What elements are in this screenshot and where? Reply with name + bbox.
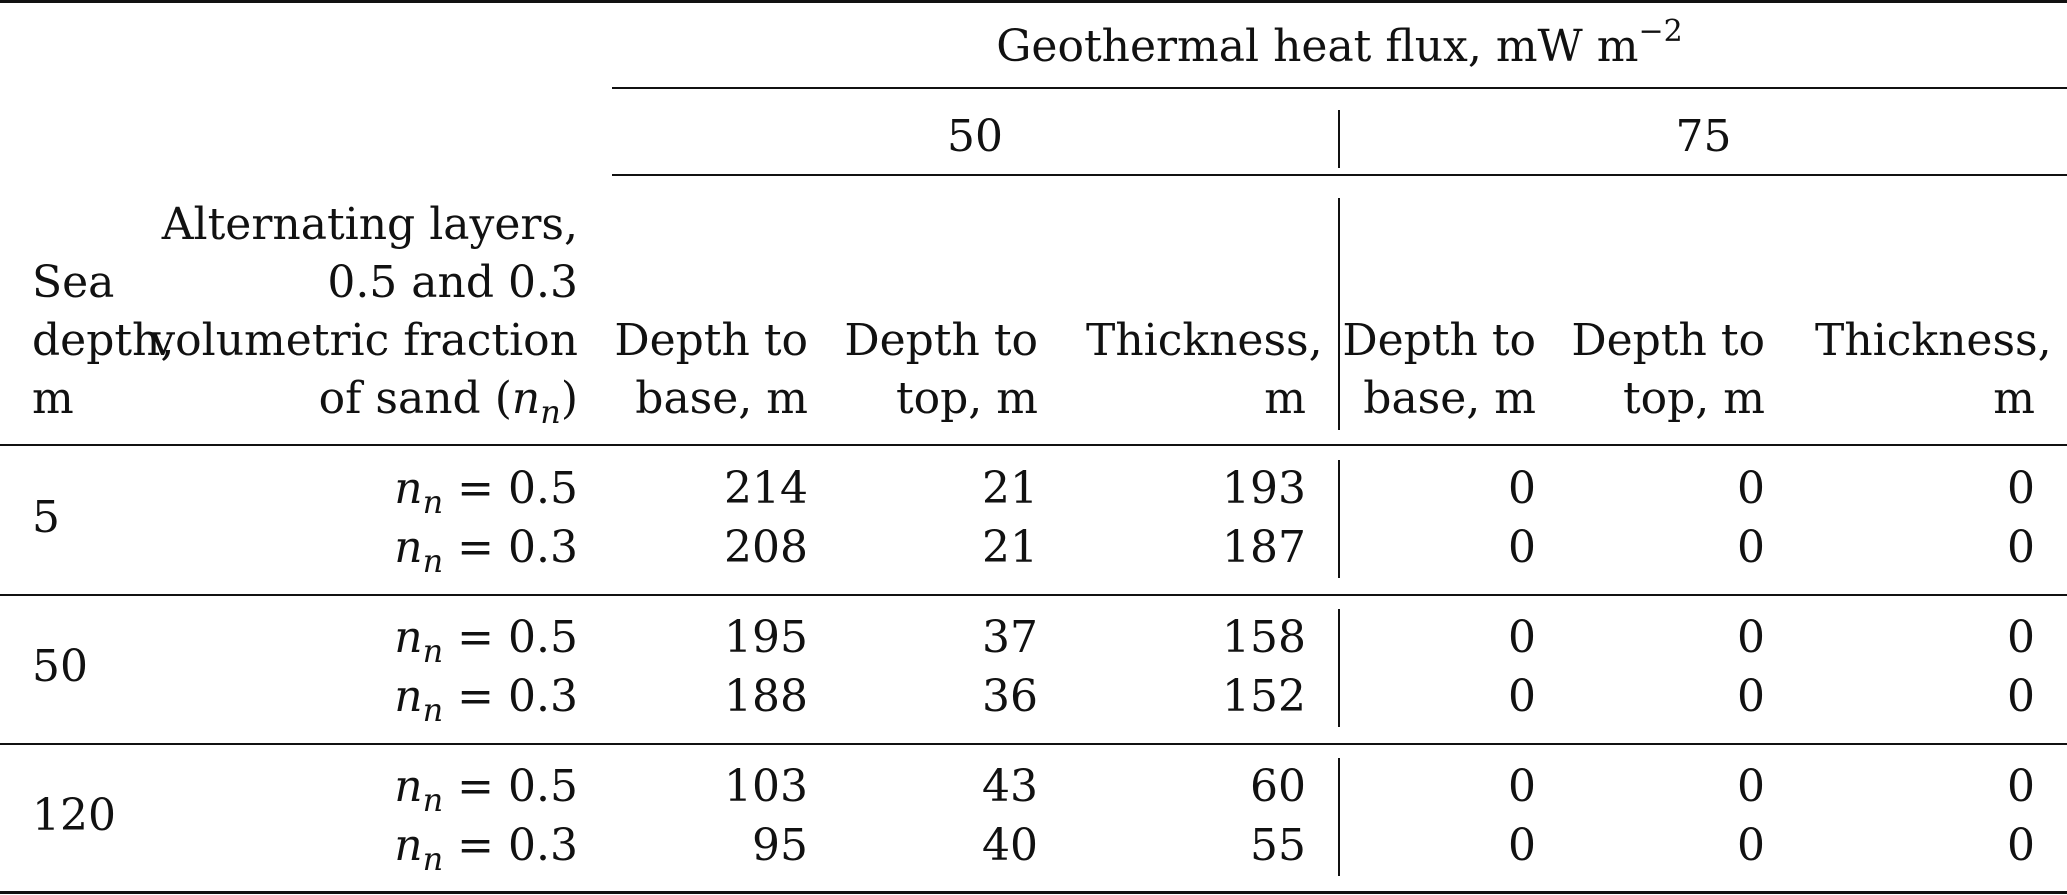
symbol-n: n <box>511 373 541 424</box>
table-cell: 103 <box>724 761 808 812</box>
table-cell: 0 <box>2007 522 2035 573</box>
header-bottom-rule <box>0 444 2067 446</box>
table-cell: 40 <box>982 820 1038 871</box>
header-line: 0.5 and 0.3 <box>327 257 578 308</box>
sub-column-header-line: Thickness, <box>1815 315 2052 366</box>
table-cell: 37 <box>982 612 1038 663</box>
group-title-rule <box>612 87 2067 89</box>
header-text: of sand ( <box>318 373 512 424</box>
group-title-exponent: −2 <box>1638 14 1683 49</box>
sea-depth-cell: 120 <box>32 790 116 841</box>
layer-fraction-cell <box>250 519 578 580</box>
symbol-n: n <box>394 522 423 573</box>
table-cell: 0 <box>1737 761 1765 812</box>
header-line: Sea <box>32 257 115 308</box>
sub-column-header-line: base, m <box>635 373 808 424</box>
table-cell: 0 <box>1508 463 1536 514</box>
table-cell: 21 <box>982 463 1038 514</box>
sub-column-header-line: m <box>1264 373 1306 424</box>
sub-column-header-line: Depth to <box>844 315 1038 366</box>
header-line: Alternating layers, <box>161 199 578 250</box>
symbol-n: n <box>394 761 423 812</box>
table-cell: 60 <box>1250 761 1306 812</box>
header-text: ) <box>560 373 578 424</box>
table-cell: 0 <box>2007 820 2035 871</box>
symbol-subscript: n <box>540 393 561 431</box>
table-cell: 0 <box>1508 761 1536 812</box>
symbol-subscript: n <box>422 691 444 729</box>
table-cell: 195 <box>724 612 808 663</box>
symbol-subscript: n <box>422 632 444 670</box>
layer-fraction-cell <box>250 668 578 729</box>
table-cell: 0 <box>2007 612 2035 663</box>
sub-column-header-line: Thickness, <box>1086 315 1323 366</box>
table-cell: 0 <box>2007 671 2035 722</box>
sub-column-header-line: m <box>1993 373 2035 424</box>
symbol-subscript: n <box>422 542 444 580</box>
table-cell: 152 <box>1222 671 1306 722</box>
layer-fraction-cell <box>250 460 578 521</box>
symbol-n: n <box>394 671 423 722</box>
table-cell: 214 <box>724 463 808 514</box>
header-line: depth, <box>32 315 175 366</box>
table-cell: 0 <box>1508 522 1536 573</box>
table-cell: 0 <box>1737 671 1765 722</box>
sub-column-header-line: top, m <box>895 373 1038 424</box>
fraction-equation: = 0.5 <box>443 612 578 663</box>
symbol-n: n <box>394 820 423 871</box>
layer-fraction-cell <box>250 758 578 819</box>
table-cell: 0 <box>1737 522 1765 573</box>
symbol-subscript: n <box>422 781 444 819</box>
header-line: m <box>32 373 74 424</box>
table-cell: 0 <box>1737 820 1765 871</box>
group-title-text: Geothermal heat flux, mW m <box>996 21 1639 72</box>
table-cell: 187 <box>1222 522 1306 573</box>
fraction-equation: = 0.3 <box>443 820 578 871</box>
table-cell: 55 <box>1250 820 1306 871</box>
symbol-n: n <box>394 463 423 514</box>
symbol-subscript: n <box>422 483 444 521</box>
table-cell: 36 <box>982 671 1038 722</box>
table-cell: 95 <box>752 820 808 871</box>
sub-column-header-line: base, m <box>1363 373 1536 424</box>
table-cell: 0 <box>1508 612 1536 663</box>
group-title <box>612 14 2067 81</box>
table-cell: 193 <box>1222 463 1306 514</box>
table-cell: 208 <box>724 522 808 573</box>
flux-values-rule <box>612 174 2067 176</box>
symbol-n: n <box>394 612 423 663</box>
top-rule <box>0 0 2067 3</box>
symbol-subscript: n <box>422 840 444 878</box>
fraction-equation: = 0.5 <box>443 761 578 812</box>
table-cell: 43 <box>982 761 1038 812</box>
table-cell: 0 <box>1508 820 1536 871</box>
group-divider-1 <box>0 594 2067 596</box>
table-cell: 158 <box>1222 612 1306 663</box>
sub-column-header-line: Depth to <box>614 315 808 366</box>
sub-column-header-line: Depth to <box>1571 315 1765 366</box>
header-line: volumetric fraction <box>150 315 578 366</box>
sub-column-header-line: Depth to <box>1342 315 1536 366</box>
header-line <box>150 370 578 431</box>
table-cell: 0 <box>2007 761 2035 812</box>
table-cell: 0 <box>1508 671 1536 722</box>
group-divider-2 <box>0 743 2067 745</box>
table-cell: 0 <box>1737 463 1765 514</box>
sea-depth-cell: 5 <box>32 492 60 543</box>
sea-depth-cell: 50 <box>32 641 88 692</box>
flux-value-75: 75 <box>1675 111 1732 162</box>
layer-fraction-cell <box>250 609 578 670</box>
fraction-equation: = 0.3 <box>443 522 578 573</box>
table-cell: 21 <box>982 522 1038 573</box>
table-cell: 0 <box>1737 612 1765 663</box>
layer-fraction-cell <box>250 817 578 878</box>
flux-value-50: 50 <box>947 111 1003 162</box>
fraction-equation: = 0.5 <box>443 463 578 514</box>
table-cell: 0 <box>2007 463 2035 514</box>
table-cell: 188 <box>724 671 808 722</box>
fraction-equation: = 0.3 <box>443 671 578 722</box>
bottom-rule <box>0 891 2067 894</box>
sub-column-header-line: top, m <box>1622 373 1765 424</box>
